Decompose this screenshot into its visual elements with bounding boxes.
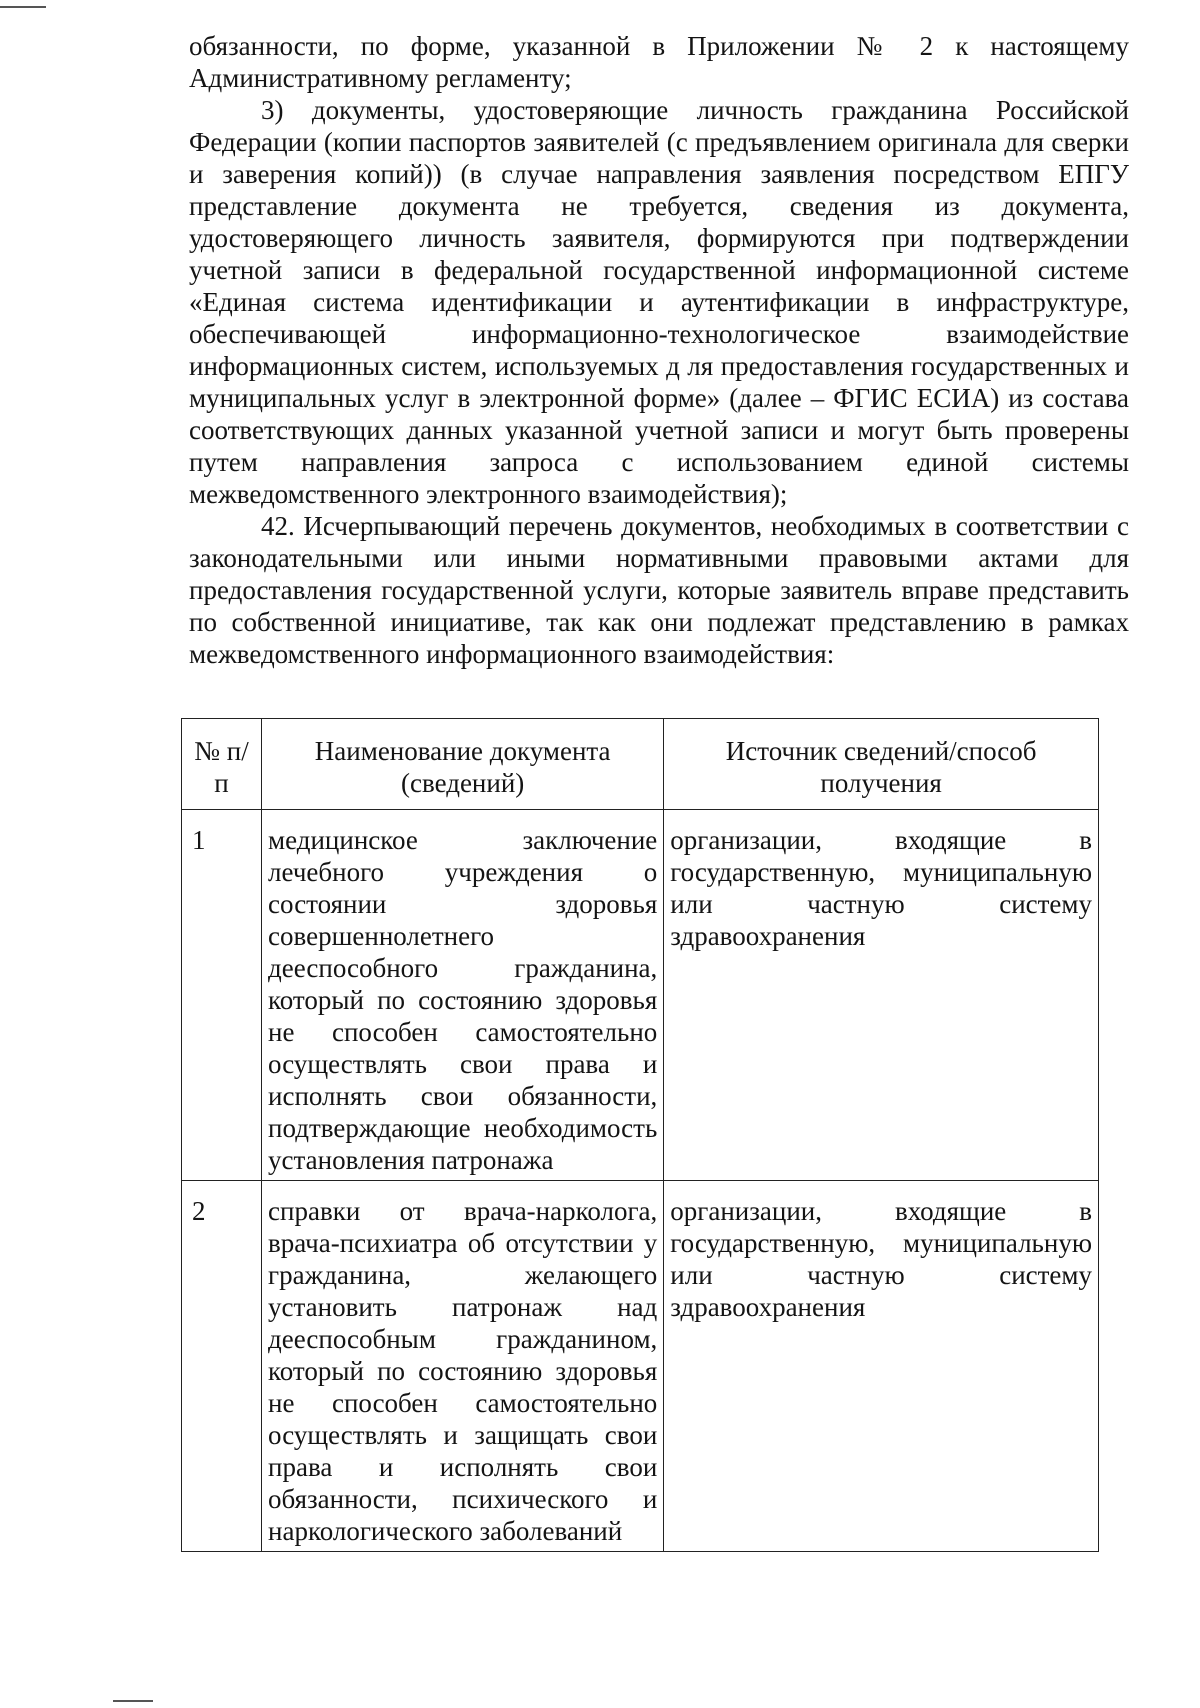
header-number: № п/п [182,719,262,810]
row-number: 2 [182,1181,262,1552]
row-document: медицинское заключение лечебного учреждения о состоянии здоровья совершеннолетнего дееспособного гражданина, который по состоянию здоровья не способен самостоятельно осуществлять свои права и исполнять свои обязанности, подтверждающие необходимость установления патронажа [262,810,664,1181]
header-source: Источник сведений/способ получения [664,719,1099,810]
paragraph-item-3: 3) документы, удостоверяющие личность гражданина Российской Федерации (копии паспортов заявителей (с предъявлением оригинала для сверки и заверения копий)) (в случае направления заявления посредством ЕПГУ представление документа не требуется, сведения из документа, удостоверяющего личность заявителя, формируются при подтверждении учетной записи в федеральной государственной информационной системе «Единая система идентификации и аутентификации в инфраструктуре, обеспечивающей информационно-технологическое взаимодействие информационных систем, используемых д ля предоставления государственных и муниципальных услуг в электронной форме» (далее – ФГИС ЕСИА) из состава соответствующих данных указанной учетной записи и могут быть проверены путем направления запроса с использованием единой системы межведомственного электронного взаимодействия); [189,95,1129,509]
scan-mark-bottom-left [113,1700,153,1702]
body-text [189,30,1129,670]
header-document-name: Наименование документа (сведений) [262,719,664,810]
row-document: справки от врача-нарколога, врача-психиатра об отсутствии у гражданина, желающего установить патронаж над дееспособным гражданином, который по состоянию здоровья не способен самостоятельно осуществлять и защищать свои права и исполнять свои обязанности, психического и наркологического заболеваний [262,1181,664,1552]
paragraph-continuation: обязанности, по форме, указанной в Приложении № 2 к настоящему Административному регламенту; [189,31,1129,93]
paragraph-item-42: 42. Исчерпывающий перечень документов, необходимых в соответствии с законодательными или иными нормативными правовыми актами для предоставления государственной услуги, которые заявитель вправе представить по собственной инициативе, так как они подлежат представлению в рамках межведомственного информационного взаимодействия: [189,511,1129,669]
row-source: организации, входящие в государственную, муниципальную или частную систему здравоохранения [664,1181,1099,1552]
scan-mark-top-left [0,6,46,8]
table-header-row [182,719,1099,810]
table-row [182,1181,1099,1552]
row-source: организации, входящие в государственную, муниципальную или частную систему здравоохранения [664,810,1099,1181]
row-number: 1 [182,810,262,1181]
documents-table [181,718,1099,1552]
table-row [182,810,1099,1181]
